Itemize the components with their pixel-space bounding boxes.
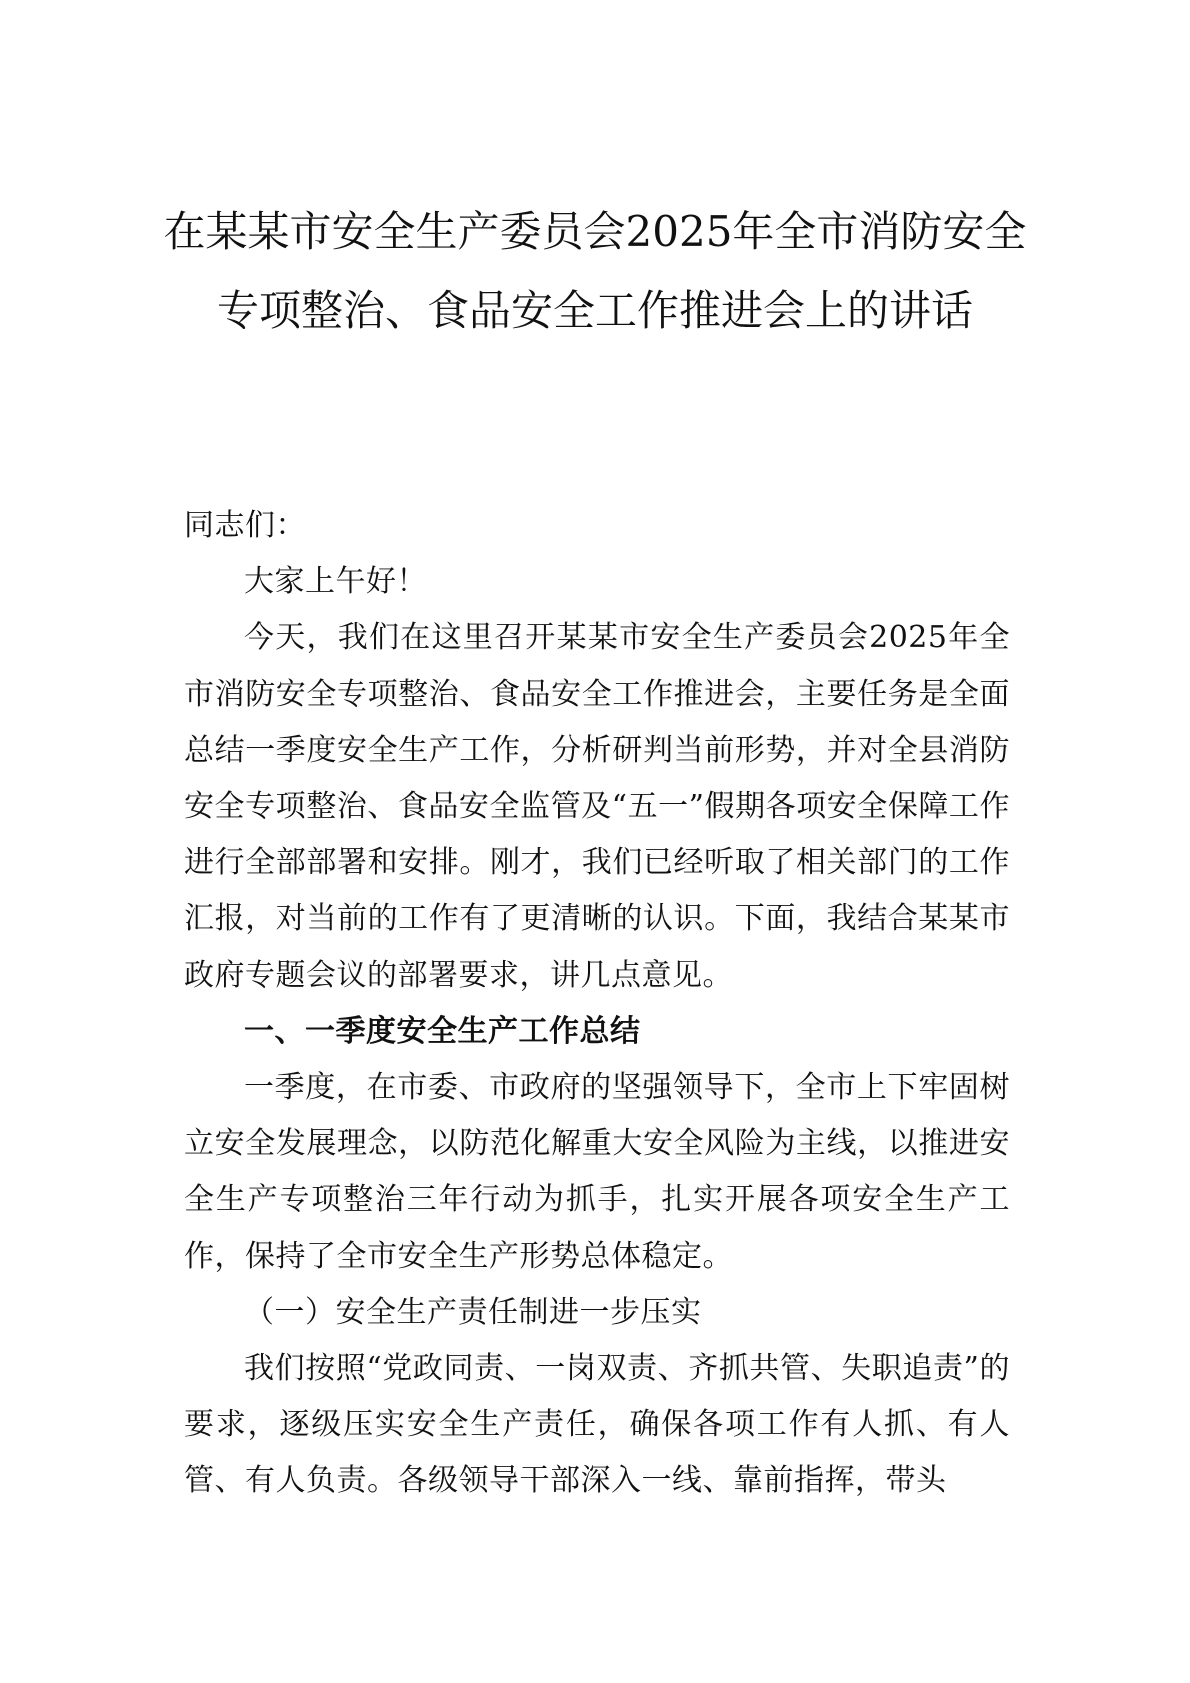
paragraph-summary: 一季度，在市委、市政府的坚强领导下，全市上下牢固树立安全发展理念，以防范化解重大安全风险为主线，以推进安全生产专项整治三年行动为抓手，扎实开展各项安全生产工作，保持了全市安全生产形势总体稳定。 — [184, 1070, 1010, 1274]
greeting: 大家上午好！ — [244, 564, 427, 600]
salutation: 同志们： — [184, 508, 306, 543]
subsection-heading-1: （一）安全生产责任制进一步压实 — [244, 1294, 702, 1330]
document-title: 在某某市安全生产委员会2025年全市消防安全专项整治、食品安全工作推进会上的讲话 — [163, 207, 1027, 335]
paragraph-intro: 今天，我们在这里召开某某市安全生产委员会2025年全市消防安全专项整治、食品安全工作推进会，主要任务是全面总结一季度安全生产工作，分析研判当前形势，并对全县消防安全专项整治、食品安全监管及“五一”假期各项安全保障工作进行全部部署和安排。刚才，我们已经听取了相关部门的工作汇报，对当前的工作有了更清晰的认识。下面，我结合某某市政府专题会议的部署要求，讲几点意见。 — [184, 620, 1010, 993]
document-body — [184, 498, 1010, 1510]
section-heading-1: 一、一季度安全生产工作总结 — [244, 1013, 641, 1049]
paragraph-responsibility: 我们按照“党政同责、一岗双责、齐抓共管、失职追责”的要求，逐级压实安全生产责任，确保各项工作有人抓、有人管、有人负责。各级领导干部深入一线、靠前指挥，带头 — [184, 1351, 1010, 1499]
